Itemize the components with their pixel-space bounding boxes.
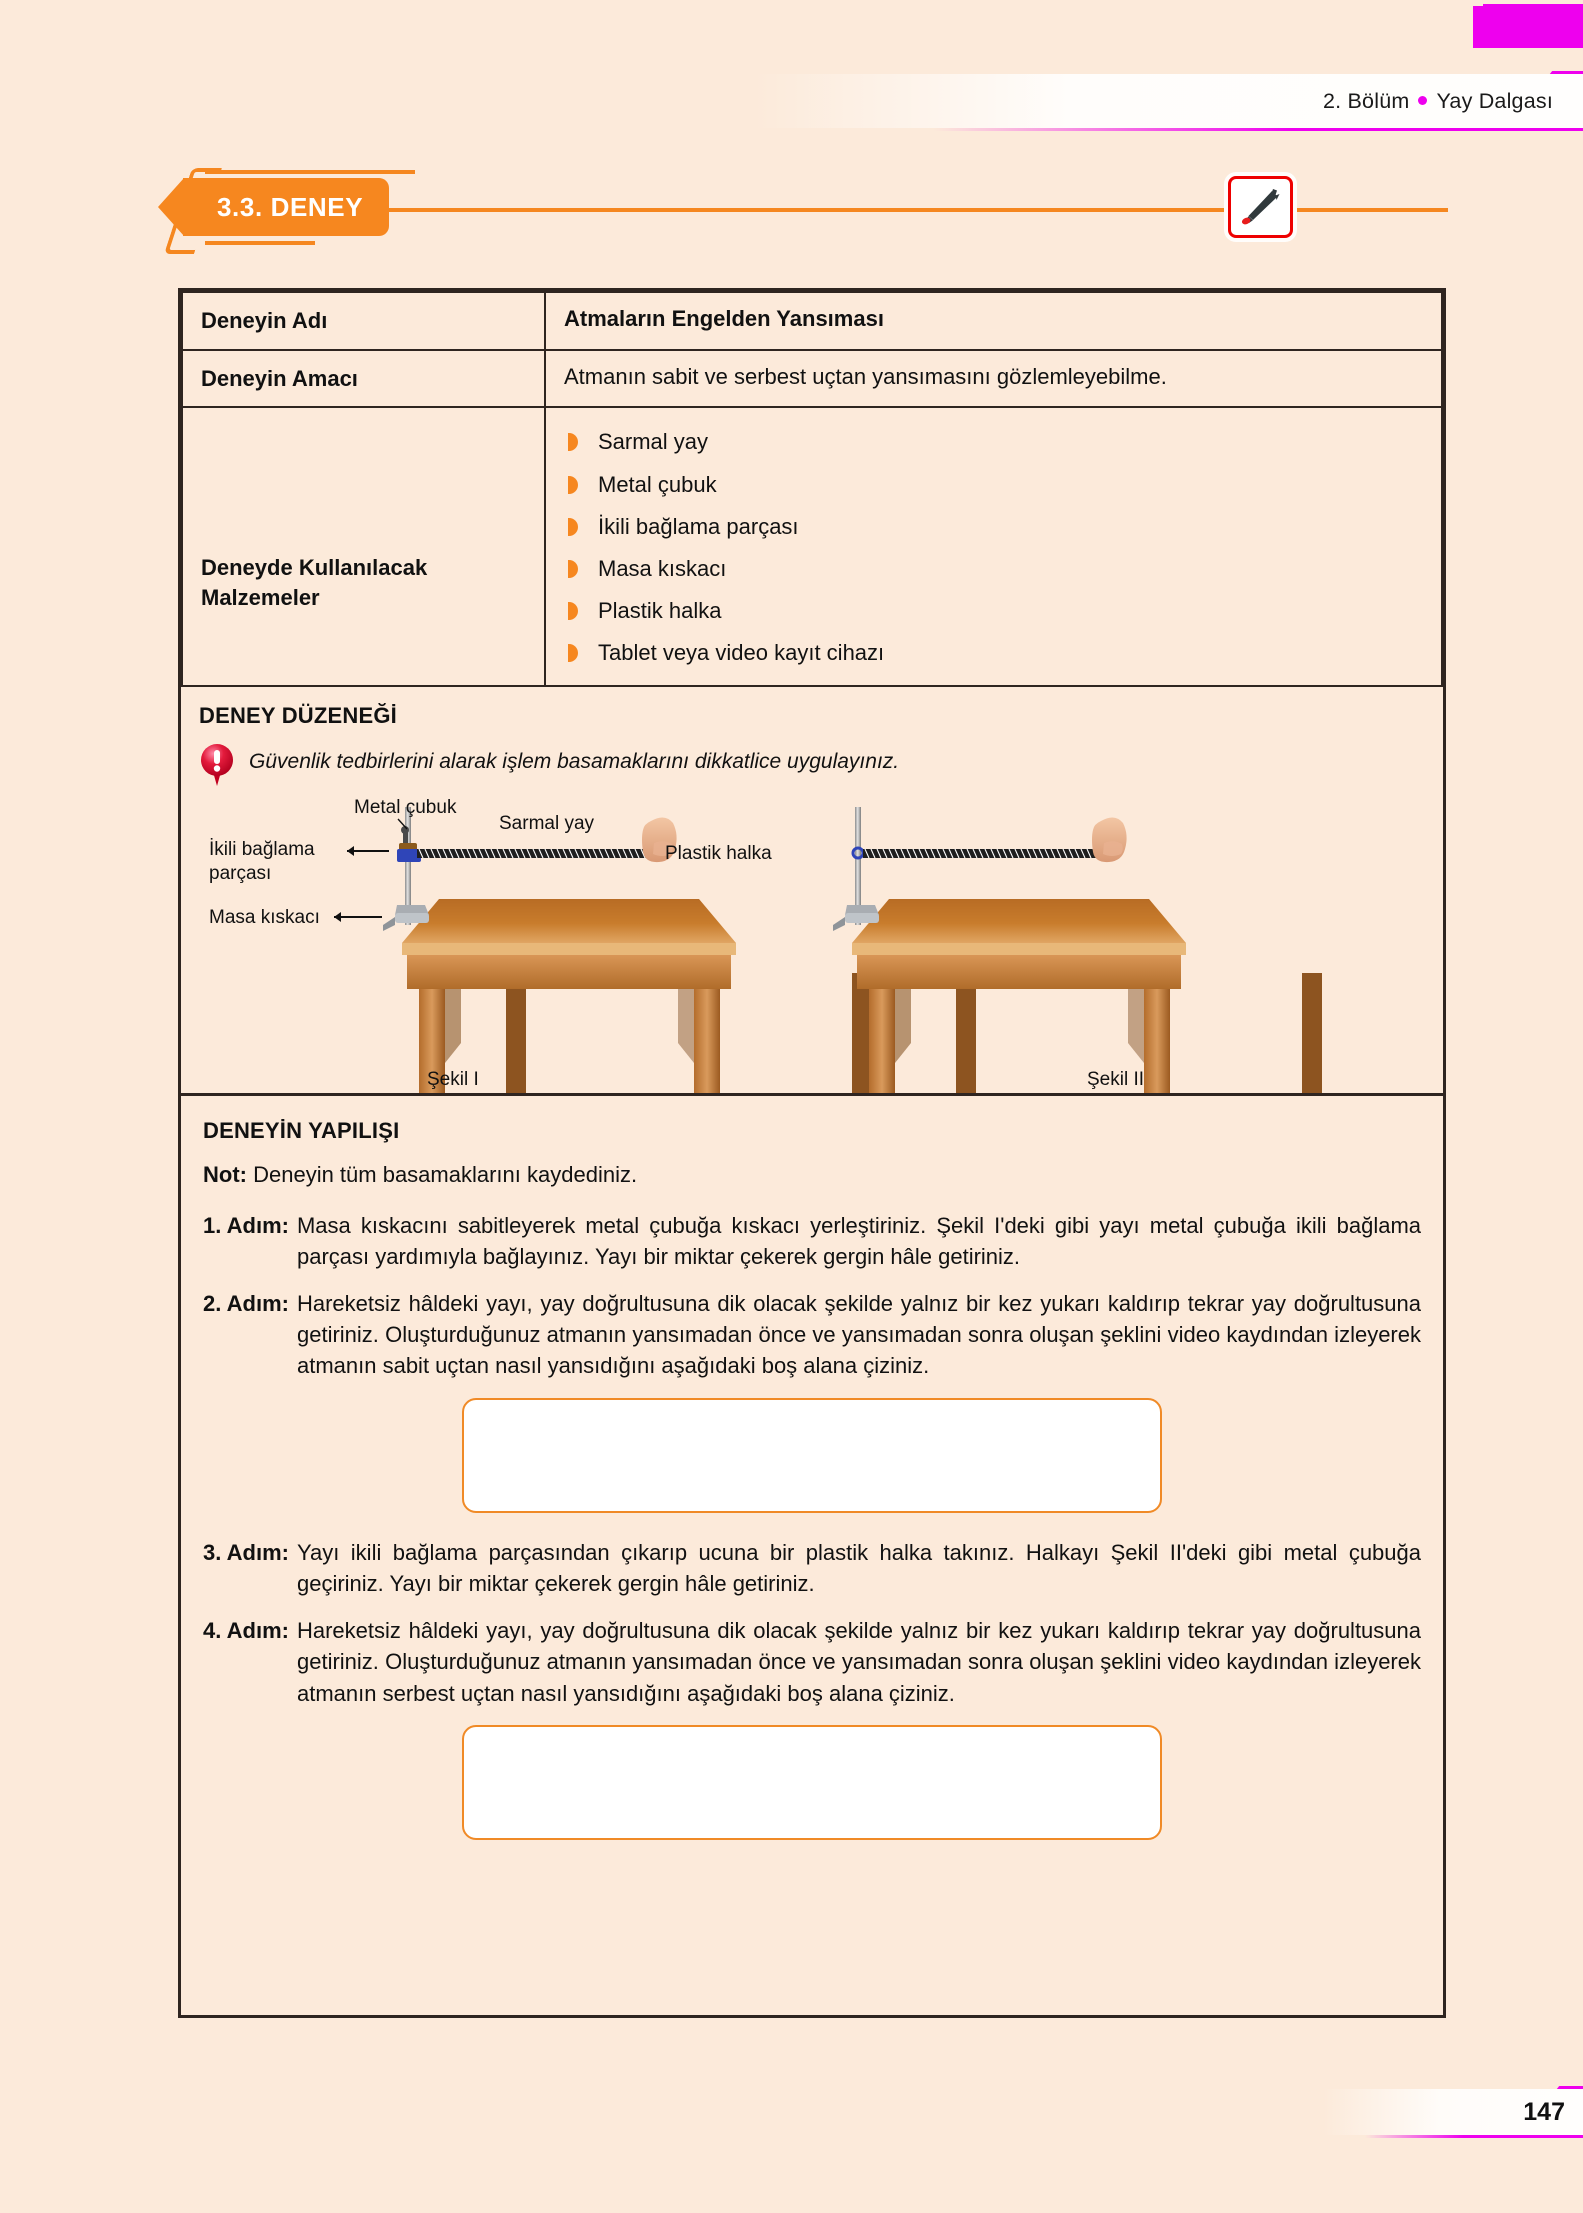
header-tab-line-top <box>1550 71 1583 74</box>
step-text: Masa kıskacını sabitleyerek metal çubuğa kıskacı yerleştiriniz. Şekil I'deki gibi yayı metal çubuğa ikili bağlama parçası yardımıyla bağlayınız. Yayı bir miktar çekerek gergin hâle getiriniz. <box>296 1212 1421 1269</box>
table-row <box>182 350 1442 408</box>
setup-figure-svg <box>199 793 1424 1093</box>
hand-2 <box>1092 817 1127 862</box>
label-table-clamp-1: Masa kıskacı <box>209 906 320 928</box>
procedure-step-1 <box>203 1210 1421 1272</box>
list-item <box>564 641 1423 665</box>
page-number-tab <box>1323 2089 1583 2135</box>
spiral-spring-1 <box>417 849 655 858</box>
caption-figure-2: Şekil II <box>1087 1068 1145 1090</box>
list-item-label: Tablet veya video kayıt cihazı <box>598 640 885 666</box>
pen-icon-frame <box>1228 176 1293 238</box>
procedure-note-label: Not: <box>203 1161 247 1187</box>
step-number: 4. Adım: <box>203 1618 289 1644</box>
list-item-label: Masa kıskacı <box>598 555 727 581</box>
step-number: 2. Adım: <box>203 1290 289 1316</box>
arrow-bullet-icon <box>568 433 578 451</box>
header-tab-line-bottom <box>933 128 1583 131</box>
list-item <box>564 557 1423 581</box>
step-number: 1. Adım: <box>203 1212 289 1238</box>
answer-drawing-box-1[interactable] <box>462 1398 1162 1513</box>
arrow-bullet-icon <box>568 476 578 494</box>
label-spiral-spring-1: Sarmal yay <box>499 812 595 834</box>
list-item-label: Metal çubuk <box>598 471 717 497</box>
experiment-content-box <box>178 288 1446 2018</box>
materials-list <box>564 430 1423 665</box>
safety-warning-text: Güvenlik tedbirlerini alarak işlem basamaklarını dikkatlice uygulayınız. <box>249 749 900 773</box>
page-number-line-bottom <box>1365 2135 1583 2138</box>
label-double-clamp-1: İkili bağlama <box>209 838 315 860</box>
header-chapter-label: 2. Bölüm <box>1323 88 1410 113</box>
badge-accent-line-bottom <box>205 241 315 245</box>
procedure-step-4 <box>203 1615 1421 1709</box>
arrow-bullet-icon <box>568 644 578 662</box>
arrow-bullet-icon <box>568 602 578 620</box>
procedure-note-text: Deneyin tüm basamaklarını kaydediniz. <box>246 1161 638 1187</box>
list-item <box>564 473 1423 497</box>
warning-exclamation-icon <box>199 743 235 789</box>
section-badge-label: 3.3. DENEY <box>217 191 364 222</box>
experiment-info-table <box>181 291 1443 687</box>
safety-warning <box>199 743 1425 789</box>
setup-figure <box>199 793 1425 1093</box>
running-header <box>753 74 1583 128</box>
row-label-malzemeler: Deneyde Kullanılacak Malzemeler <box>182 407 545 685</box>
row-value-malzemeler <box>545 407 1442 685</box>
pen-icon <box>1239 186 1283 228</box>
setup-section <box>181 687 1443 1093</box>
table-figure-2 <box>852 899 1322 1093</box>
caption-figure-1: Şekil I <box>427 1068 479 1090</box>
svg-text:parçası: parçası <box>209 862 272 884</box>
procedure-title: DENEYİN YAPILIŞI <box>203 1117 400 1143</box>
page-number: 147 <box>1523 2097 1565 2126</box>
badge-accent-line-top <box>205 170 415 174</box>
row-value-deneyin-amaci: Atmanın sabit ve serbest uçtan yansımasını gözlemleyebilme. <box>545 350 1442 408</box>
header-text <box>1323 89 1553 114</box>
procedure-section <box>181 1093 1443 1840</box>
arrow-bullet-icon <box>568 518 578 536</box>
procedure-step-3 <box>203 1537 1421 1599</box>
step-text: Yayı ikili bağlama parçasından çıkarıp ucuna bir plastik halka takınız. Halkayı Şekil II'deki gibi metal çubuğa geçiriniz. Yayı bir miktar çekerek gergin hâle getiriniz. <box>296 1539 1421 1596</box>
list-item-label: İkili bağlama parçası <box>598 513 799 539</box>
table-row <box>182 292 1442 350</box>
step-number: 3. Adım: <box>203 1539 289 1565</box>
answer-drawing-box-2[interactable] <box>462 1725 1162 1840</box>
setup-title: DENEY DÜZENEĞİ <box>199 702 397 728</box>
step-text: Hareketsiz hâldeki yayı, yay doğrultusuna dik olacak şekilde yalnız bir kez yukarı kaldırıp tekrar yay doğrultusuna getiriniz. Oluşturduğunuz atmanın yansımadan önce ve yansımadan sonra oluşan şeklini video kaydından izleyerek atmanın sabit uçtan nasıl yansıdığını aşağıdaki boş alana çiziniz. <box>296 1290 1421 1379</box>
list-item <box>564 515 1423 539</box>
arrow-bullet-icon <box>568 560 578 578</box>
table-figure-1 <box>402 899 872 1093</box>
spiral-spring-2 <box>863 849 1105 858</box>
row-label-deneyin-adi: Deneyin Adı <box>182 292 545 350</box>
pen-icon-box <box>1224 172 1297 242</box>
row-value-deneyin-adi: Atmaların Engelden Yansıması <box>545 292 1442 350</box>
label-metal-rod-1: Metal çubuk <box>354 796 457 818</box>
procedure-step-2 <box>203 1288 1421 1382</box>
running-header-tab <box>753 74 1583 128</box>
row-label-deneyin-amaci: Deneyin Amacı <box>182 350 545 408</box>
list-item-label: Sarmal yay <box>598 429 709 455</box>
dot-icon <box>1418 96 1427 105</box>
label-plastic-ring: Plastik halka <box>665 842 772 864</box>
list-item <box>564 430 1423 454</box>
page-number-magenta-block <box>1483 4 1583 42</box>
header-topic-label: Yay Dalgası <box>1436 88 1553 113</box>
section-badge <box>183 178 389 236</box>
step-text: Hareketsiz hâldeki yayı, yay doğrultusuna dik olacak şekilde yalnız bir kez yukarı kaldırıp tekrar yay doğrultusuna getiriniz. Oluşturduğunuz atmanın yansımadan önce ve yansımadan sonra oluşan şeklini video kaydından izleyerek atmanın serbest uçtan nasıl yansıdığını aşağıdaki boş alana çiziniz. <box>296 1618 1421 1706</box>
procedure-note <box>203 1162 1421 1188</box>
list-item <box>564 599 1423 623</box>
table-row <box>182 407 1442 685</box>
page-number-line-top <box>1557 2086 1583 2089</box>
list-item-label: Plastik halka <box>598 598 722 624</box>
page-number-ribbon <box>1323 2089 1583 2135</box>
